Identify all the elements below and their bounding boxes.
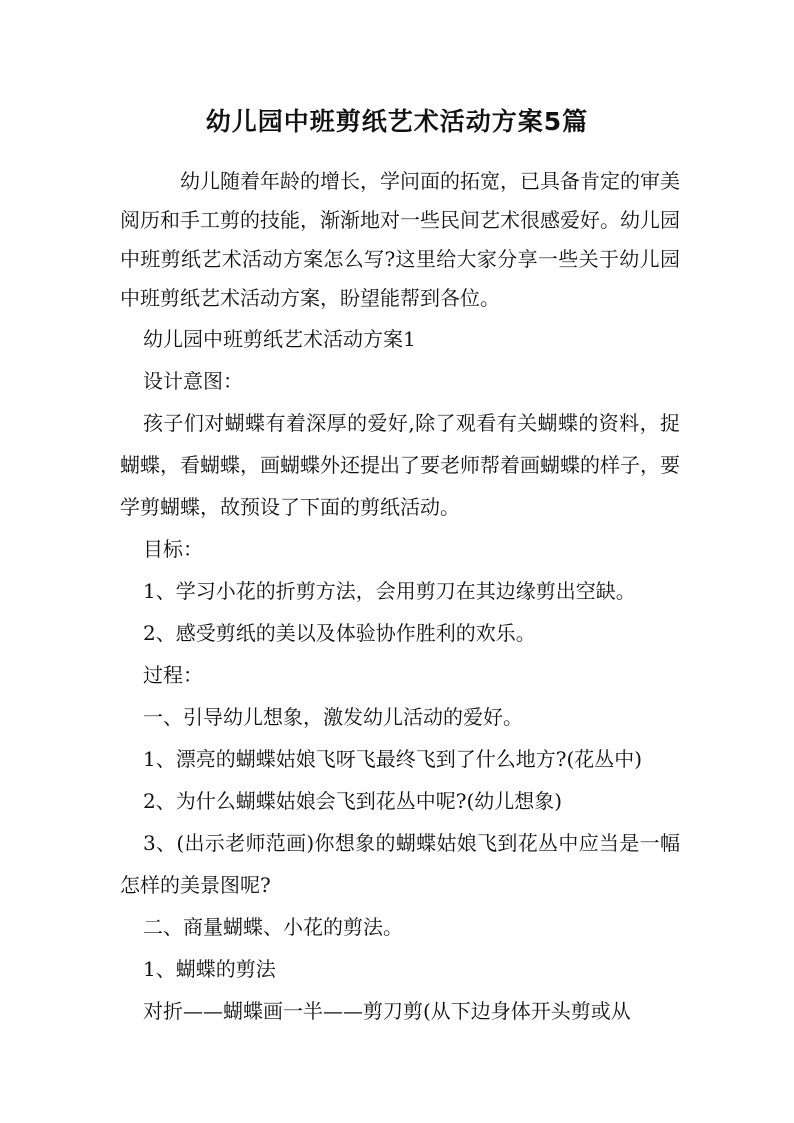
- goal-label: 目标：: [143, 537, 203, 561]
- question-1: 1、漂亮的蝴蝶姑娘飞呀飞最终飞到了什么地方?(花丛中): [143, 747, 643, 771]
- question-3: 3、(出示老师范画)你想象的蝴蝶姑娘飞到花丛中应当是一幅怎样的美景图呢?: [120, 831, 680, 897]
- process-step-2: 二、商量蝴蝶、小花的剪法。: [143, 915, 403, 939]
- process-label: 过程：: [143, 663, 203, 687]
- design-intent-label: 设计意图：: [143, 369, 243, 393]
- butterfly-method-label: 1、蝴蝶的剪法: [143, 957, 276, 981]
- section-heading: 幼儿园中班剪纸艺术活动方案1: [143, 327, 416, 351]
- intro-paragraph: 幼儿随着年龄的增长，学问面的拓宽，已具备肯定的审美阅历和手工剪的技能，渐渐地对一些民间艺术很感爱好。幼儿园中班剪纸艺术活动方案怎么写?这里给大家分享一些关于幼儿园中班剪纸艺术活动方案，盼望能帮到各位。: [120, 169, 680, 310]
- process-step-1: 一、引导幼儿想象，激发幼儿活动的爱好。: [143, 705, 523, 729]
- butterfly-method-text: 对折——蝴蝶画一半——剪刀剪(从下边身体开头剪或从: [143, 999, 631, 1023]
- goal-item-1: 1、学习小花的折剪方法，会用剪刀在其边缘剪出空缺。: [143, 579, 636, 603]
- document-body: [120, 162, 680, 1032]
- document-title: 幼儿园中班剪纸艺术活动方案5篇: [205, 107, 589, 136]
- question-2: 2、为什么蝴蝶姑娘会飞到花丛中呢?(幼儿想象): [143, 789, 563, 813]
- design-intent-paragraph: 孩子们对蝴蝶有着深厚的爱好,除了观看有关蝴蝶的资料，捉蝴蝶，看蝴蝶，画蝴蝶外还提出了要老师帮着画蝴蝶的样子，要学剪蝴蝶，故预设了下面的剪纸活动。: [120, 411, 680, 519]
- goal-item-2: 2、感受剪纸的美以及体验协作胜利的欢乐。: [143, 621, 536, 645]
